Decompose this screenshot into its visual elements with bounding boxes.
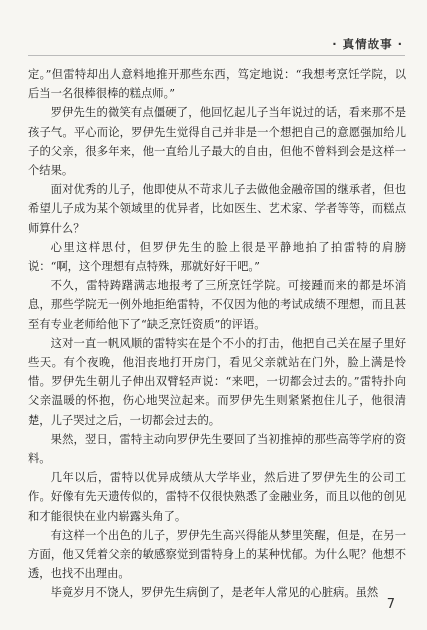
- paragraph: 毕竟岁月不饶人，罗伊先生病倒了，是老年人常见的心脏病。虽然: [50, 586, 379, 600]
- paragraph: 定。”但雷特却出人意料地推开那些东西，笃定地说：“我想考烹饪学院，以后当一名很棒很棒的糕点师。”: [28, 68, 406, 101]
- paragraph: 罗伊先生的微笑有点僵硬了，他回忆起儿子当年说过的话，看来那不是孩子气。平心而论，罗伊先生觉得自己并非是一个想把自己的意愿强加给儿子的父亲，很多年来，他一直给儿子最大的自由，但他不曾料到会是这样一个结果。: [28, 106, 406, 178]
- body-text: [28, 65, 406, 603]
- header-rule: [28, 55, 405, 56]
- paragraph: 不久，雷特踌躇满志地报考了三所烹饪学院。可接踵而来的都是坏消息，那些学院无一例外地拒绝雷特，不仅因为他的考试成绩不理想，而且甚至有专业老师给他下了“缺乏烹饪资质”的评语。: [28, 279, 406, 331]
- page-number: 7: [386, 597, 395, 612]
- running-header: · 真情故事 ·: [332, 37, 403, 51]
- paragraph: 果然，翌日，雷特主动向罗伊先生要回了当初推掉的那些高等学府的资料。: [28, 432, 406, 466]
- paragraph: 有这样一个出色的儿子，罗伊先生高兴得能从梦里笑醒，但是，在另一方面，他又凭着父亲的敏感察觉到雷特身上的某种忧郁。为什么呢？他想不透，也找不出理由。: [28, 528, 406, 581]
- paragraph: 心里这样思付，但罗伊先生的脸上很是平静地拍了拍雷特的肩膀说：“啊，这个理想有点特殊，那就好好干吧。”: [28, 240, 406, 274]
- paragraph: 几年以后，雷特以优异成绩从大学毕业，然后进了罗伊先生的公司工作。好像有先天遗传似的，雷特不仅很快熟悉了金融业务，而且以他的创见和才能很快在业内崭露头角了。: [28, 471, 406, 523]
- paragraph: 面对优秀的儿子，他即使从不苛求儿子去做他金融帝国的继承者，但也希望儿子成为某个领域里的优异者，比如医生、艺术家、学者等等，而糕点师算什么？: [28, 183, 406, 235]
- paragraph: 这对一直一帆风顺的雷特实在是个不小的打击，他把自己关在屋子里好些天。有个夜晚，他泪丧地打开房门，看见父亲就站在门外，脸上满是怜惜。罗伊先生朝儿子伸出双臂轻声说：“来吧，一切都会过去的。”雷特扑向父亲温暖的怀抱，伤心地哭泣起来。而罗伊先生则紧紧抱住儿子，他很清楚，儿子哭过之后，一切都会过去的。: [28, 336, 406, 427]
